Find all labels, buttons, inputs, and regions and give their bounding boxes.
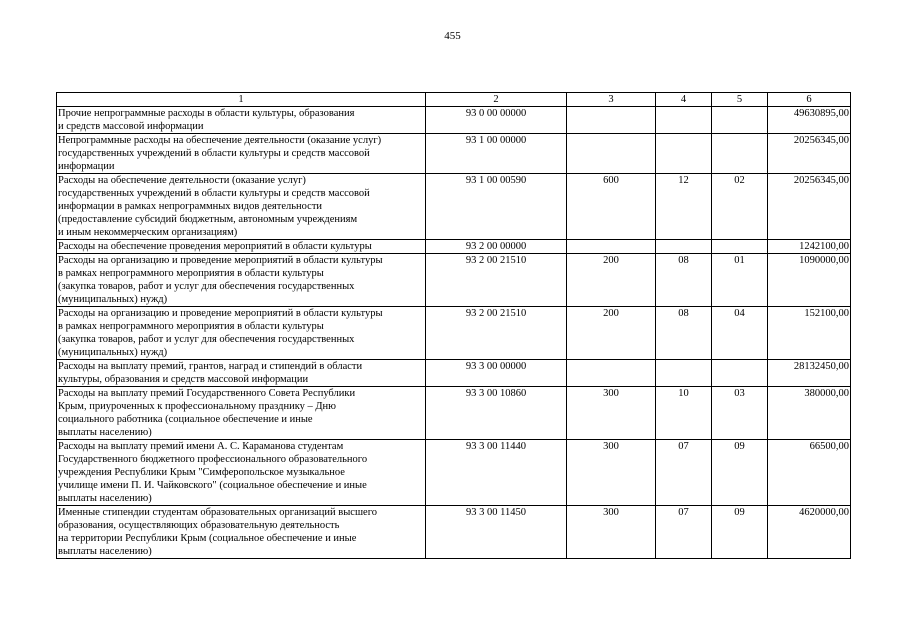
table-row [57, 240, 851, 254]
amount-value: 1090000,00 [768, 254, 851, 307]
expense-name: Расходы на обеспечение деятельности (оказание услуг) государственных учреждений в области культуры и средств массовой информации в рамках непрограммных видов деятельности (предоставление субсидий бюджетным, автономным учреждениям и иным некоммерческим организациям) [57, 174, 426, 240]
amount-value: 1242100,00 [768, 240, 851, 254]
expense-name: Расходы на выплату премий Государственного Совета Республики Крым, приуроченных к профессиональному празднику – Дню социального работника (социальное обеспечение и иные выплаты населению) [57, 387, 426, 440]
expense-type: 200 [567, 254, 656, 307]
table-body [57, 107, 851, 559]
target-code: 93 2 00 21510 [426, 307, 567, 360]
expense-type: 600 [567, 174, 656, 240]
section-code [656, 360, 712, 387]
section-code: 10 [656, 387, 712, 440]
amount-value: 20256345,00 [768, 134, 851, 174]
expense-name: Именные стипендии студентам образовательных организаций высшего образования, осуществляющих образовательную деятельность на территории Республики Крым (социальное обеспечение и иные выплаты населению) [57, 506, 426, 559]
section-code: 12 [656, 174, 712, 240]
expense-name: Расходы на организацию и проведение мероприятий в области культуры в рамках непрограммного мероприятия в области культуры (закупка товаров, работ и услуг для обеспечения государственных (муниципальных) нужд) [57, 254, 426, 307]
expense-name: Непрограммные расходы на обеспечение деятельности (оказание услуг) государственных учреждений в области культуры и средств массовой информации [57, 134, 426, 174]
subsection-code: 09 [712, 506, 768, 559]
amount-value: 49630895,00 [768, 107, 851, 134]
header-cell: 2 [426, 93, 567, 107]
section-code: 08 [656, 254, 712, 307]
table-row [57, 254, 851, 307]
subsection-code [712, 107, 768, 134]
page-number: 455 [444, 30, 461, 42]
expense-name: Расходы на обеспечение проведения мероприятий в области культуры [57, 240, 426, 254]
table-row [57, 107, 851, 134]
expense-name: Расходы на организацию и проведение мероприятий в области культуры в рамках непрограммного мероприятия в области культуры (закупка товаров, работ и услуг для обеспечения государственных (муниципальных) нужд) [57, 307, 426, 360]
amount-value: 380000,00 [768, 387, 851, 440]
header-cell: 4 [656, 93, 712, 107]
table-row [57, 360, 851, 387]
section-code [656, 134, 712, 174]
target-code: 93 2 00 21510 [426, 254, 567, 307]
target-code: 93 2 00 00000 [426, 240, 567, 254]
target-code: 93 3 00 11450 [426, 506, 567, 559]
target-code: 93 1 00 00000 [426, 134, 567, 174]
header-row [57, 93, 851, 107]
header-cell: 3 [567, 93, 656, 107]
header-cell: 5 [712, 93, 768, 107]
target-code: 93 3 00 11440 [426, 440, 567, 506]
target-code: 93 0 00 00000 [426, 107, 567, 134]
table-row [57, 387, 851, 440]
expense-type: 300 [567, 387, 656, 440]
header-cell: 1 [57, 93, 426, 107]
expense-type: 200 [567, 307, 656, 360]
table-row [57, 506, 851, 559]
expense-name: Прочие непрограммные расходы в области культуры, образования и средств массовой информации [57, 107, 426, 134]
section-code: 07 [656, 440, 712, 506]
target-code: 93 3 00 10860 [426, 387, 567, 440]
subsection-code: 04 [712, 307, 768, 360]
expense-type: 300 [567, 440, 656, 506]
amount-value: 28132450,00 [768, 360, 851, 387]
subsection-code: 02 [712, 174, 768, 240]
target-code: 93 1 00 00590 [426, 174, 567, 240]
expense-name: Расходы на выплату премий, грантов, наград и стипендий в области культуры, образования и средств массовой информации [57, 360, 426, 387]
subsection-code: 09 [712, 440, 768, 506]
subsection-code: 03 [712, 387, 768, 440]
expense-type [567, 240, 656, 254]
amount-value: 66500,00 [768, 440, 851, 506]
expense-type [567, 134, 656, 174]
expense-type: 300 [567, 506, 656, 559]
table-row [57, 134, 851, 174]
section-code: 07 [656, 506, 712, 559]
target-code: 93 3 00 00000 [426, 360, 567, 387]
subsection-code: 01 [712, 254, 768, 307]
amount-value: 4620000,00 [768, 506, 851, 559]
table-row [57, 174, 851, 240]
budget-table [56, 92, 851, 559]
header-cell: 6 [768, 93, 851, 107]
expense-name: Расходы на выплату премий имени А. С. Караманова студентам Государственного бюджетного профессионального образовательного учреждения Республики Крым "Симферопольское музыкальное училище имени П. И. Чайковского" (социальное обеспечение и иные выплаты населению) [57, 440, 426, 506]
table-row [57, 307, 851, 360]
expense-type [567, 107, 656, 134]
section-code: 08 [656, 307, 712, 360]
expense-type [567, 360, 656, 387]
amount-value: 152100,00 [768, 307, 851, 360]
section-code [656, 107, 712, 134]
table-row [57, 440, 851, 506]
amount-value: 20256345,00 [768, 174, 851, 240]
subsection-code [712, 134, 768, 174]
subsection-code [712, 240, 768, 254]
section-code [656, 240, 712, 254]
subsection-code [712, 360, 768, 387]
